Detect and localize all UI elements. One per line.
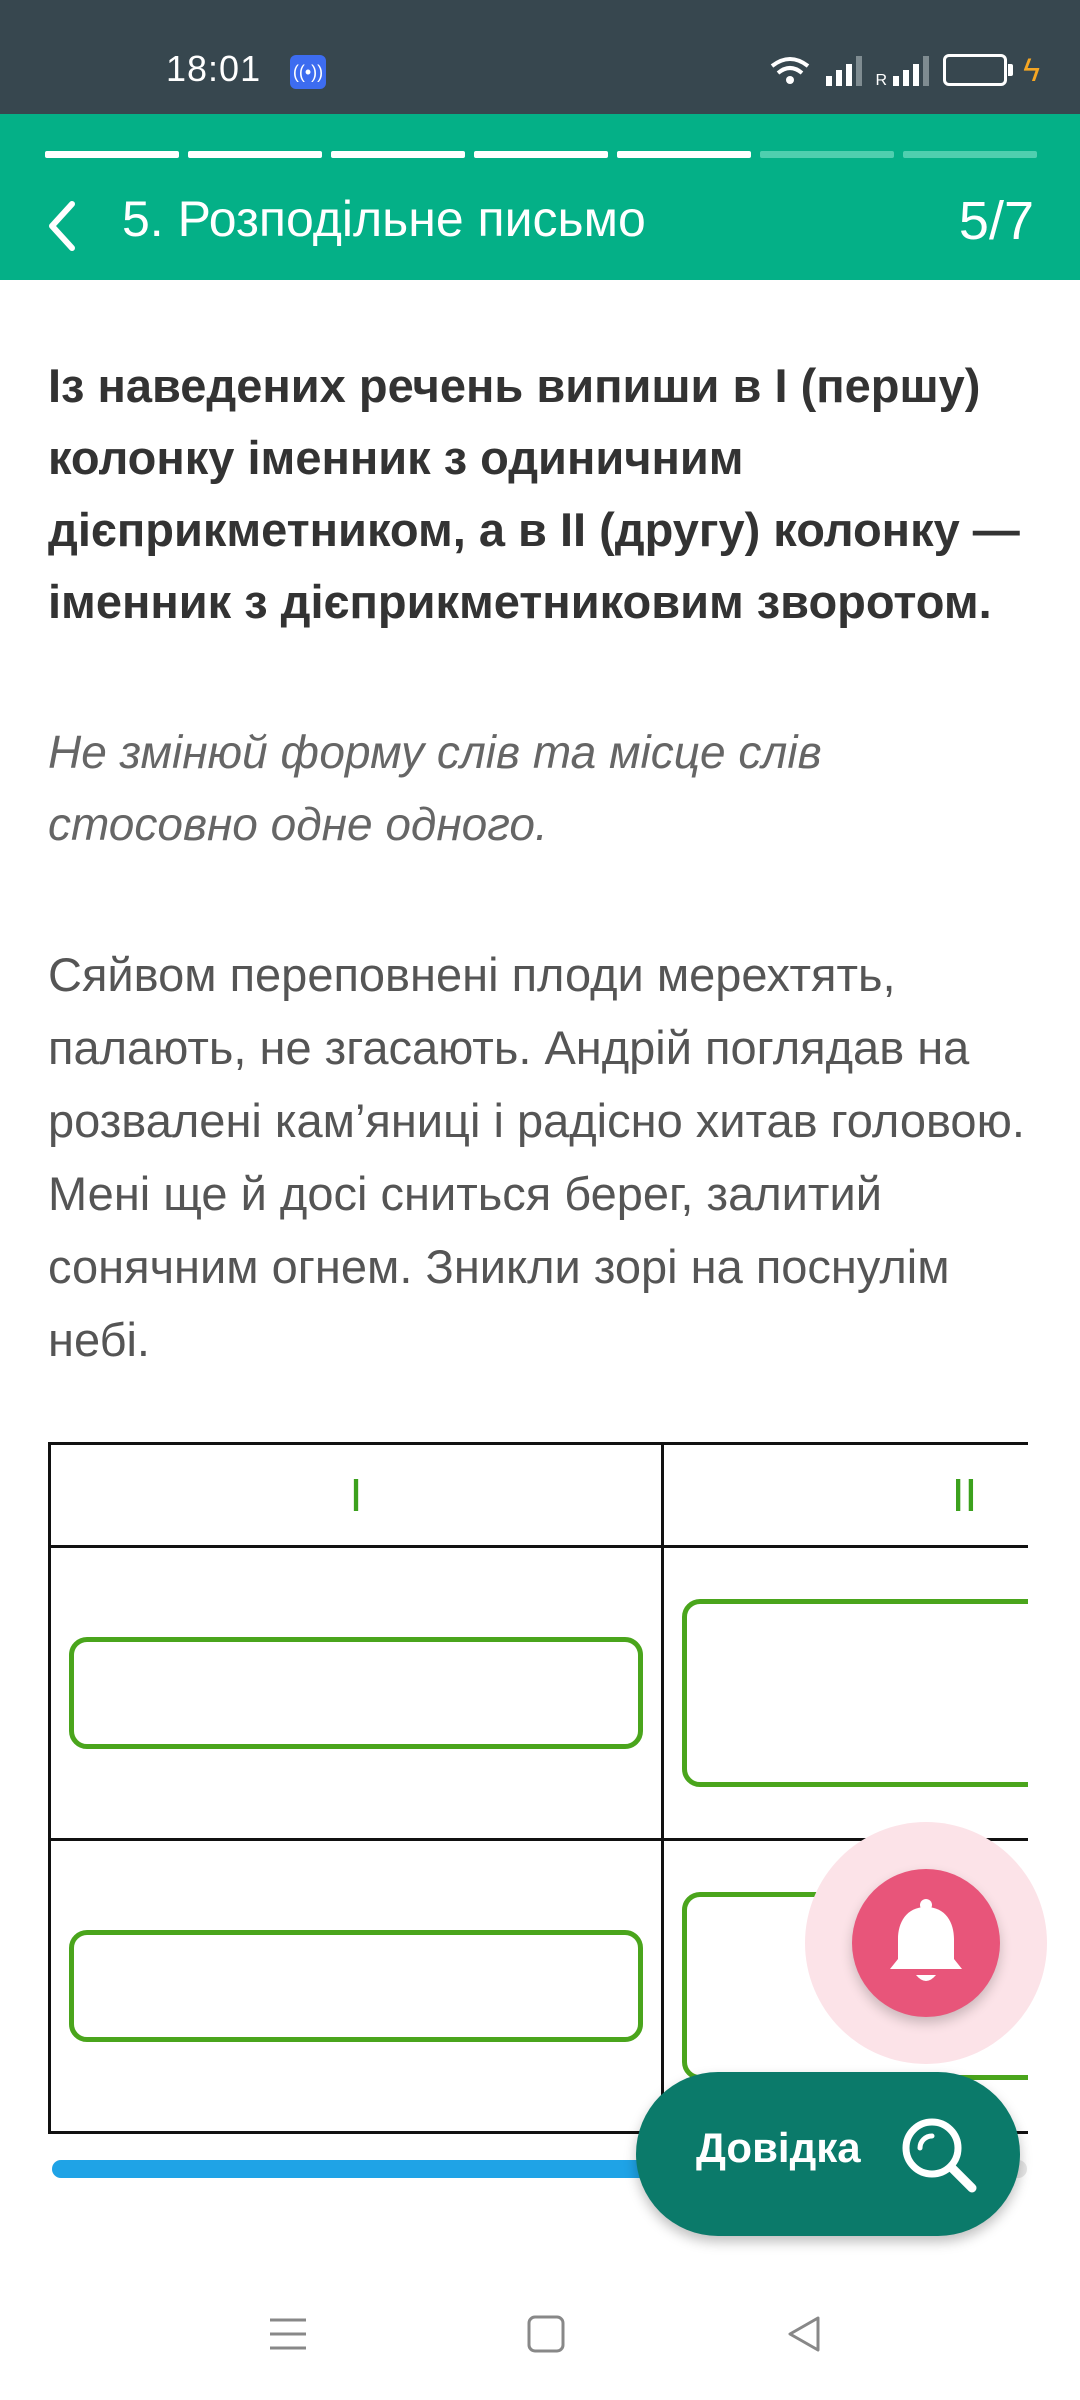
system-navigation-bar <box>0 2260 1080 2400</box>
table-cell <box>50 1840 663 2133</box>
charging-icon: ϟ <box>1023 51 1040 88</box>
progress-segment <box>617 151 751 158</box>
table-cell <box>663 1547 1029 1840</box>
lesson-header <box>0 114 1080 280</box>
scrollbar-thumb[interactable] <box>52 2160 652 2178</box>
roaming-label: R <box>875 72 888 89</box>
battery-icon <box>943 54 1007 86</box>
bell-icon <box>852 1869 1000 2017</box>
lesson-title: 5. Розподільне письмо <box>122 191 646 247</box>
progress-segment <box>474 151 608 158</box>
notification-bell-button[interactable] <box>852 1869 1000 2017</box>
help-button-label: Довідка <box>696 2124 861 2171</box>
answer-drop-zone-col1-row1[interactable] <box>69 1637 643 1749</box>
signal-icon <box>826 54 862 86</box>
task-instruction: Із наведених речень випиши в І (першу) колонку іменник з одиничним дієприкметником, а в ІІ (другу) колонку — іменник з дієприкметниковим зворотом. <box>48 359 1020 628</box>
progress-segment <box>331 151 465 158</box>
help-button[interactable] <box>636 2072 1020 2236</box>
broadcast-icon: ((•)) <box>290 55 326 89</box>
back-chevron-icon[interactable] <box>42 196 86 256</box>
signal-icon-2 <box>893 54 929 86</box>
progress-segment <box>903 151 1037 158</box>
progress-segment <box>188 151 322 158</box>
progress-segment <box>760 151 894 158</box>
answer-drop-zone-col1-row2[interactable] <box>69 1930 643 2042</box>
status-time: 18:01 <box>166 48 262 89</box>
progress-segment <box>45 151 179 158</box>
home-square-icon[interactable] <box>526 2314 566 2354</box>
back-triangle-icon[interactable] <box>784 2314 824 2354</box>
task-passage: Сяйвом переповнені плоди мерехтять, палають, не згасають. Андрій поглядав на розвалені кам’яниці і радісно хитав головою. Мені ще й досі сниться берег, залитий сонячним огнем. Зникли зорі на поснулім небі. <box>48 948 1025 1366</box>
step-counter: 5/7 <box>958 191 1034 251</box>
column-header-1: І <box>50 1444 663 1547</box>
task-content <box>48 350 1038 1376</box>
step-progress <box>45 151 1037 158</box>
wifi-icon <box>768 54 812 86</box>
search-icon <box>892 2108 984 2200</box>
task-hint: Не змінюй форму слів та місце слів стосовно одне одного. <box>48 726 822 850</box>
table-cell <box>50 1547 663 1840</box>
answer-drop-zone-col2-row1[interactable] <box>682 1599 1028 1787</box>
menu-icon[interactable] <box>268 2314 308 2354</box>
status-icons <box>768 50 1041 90</box>
status-bar <box>0 0 1080 114</box>
column-header-2: ІІ <box>663 1444 1029 1547</box>
